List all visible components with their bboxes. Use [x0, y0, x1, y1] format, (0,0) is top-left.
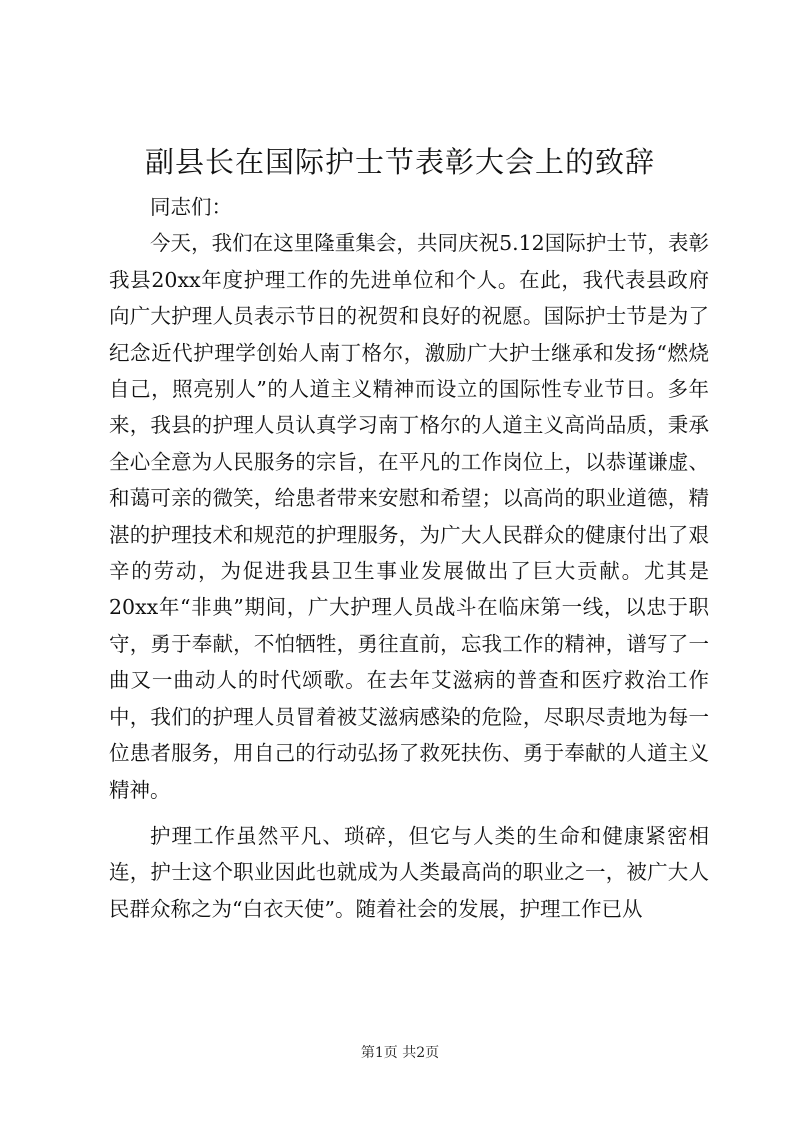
document-body: [109, 189, 709, 927]
paragraph-1: 今天，我们在这里隆重集会，共同庆祝5.12国际护士节，表彰我县20xx年度护理工作的先进单位和个人。在此，我代表县政府向广大护理人员表示节日的祝贺和良好的祝愿。国际护士节是为了纪念近代护理学创始人南丁格尔，激励广大护士继承和发扬“燃烧自己，照亮别人”的人道主义精神而设立的国际性专业节日。多年来，我县的护理人员认真学习南丁格尔的人道主义高尚品质，秉承全心全意为人民服务的宗旨，在平凡的工作岗位上，以恭谨谦虚、和蔼可亲的微笑，给患者带来安慰和希望；以高尚的职业道德，精湛的护理技术和规范的护理服务，为广大人民群众的健康付出了艰辛的劳动，为促进我县卫生事业发展做出了巨大贡献。尤其是20xx年“非典”期间，广大护理人员战斗在临床第一线，以忠于职守，勇于奉献，不怕牺牲，勇往直前，忘我工作的精神，谱写了一曲又一曲动人的时代颂歌。在去年艾滋病的普查和医疗救治工作中，我们的护理人员冒着被艾滋病感染的危险，尽职尽责地为每一位患者服务，用自己的行动弘扬了救死扶伤、勇于奉献的人道主义精神。: [109, 231, 709, 802]
page-footer: 第1页 共2页: [360, 1045, 440, 1061]
document-title: 副县长在国际护士节表彰大会上的致辞: [144, 145, 655, 179]
greeting-line: 同志们：: [150, 195, 232, 219]
paragraph-2: 护理工作虽然平凡、琐碎，但它与人类的生命和健康紧密相连，护士这个职业因此也就成为人类最高尚的职业之一，被广大人民群众称之为“白衣天使”。随着社会的发展，护理工作已从: [109, 823, 709, 921]
